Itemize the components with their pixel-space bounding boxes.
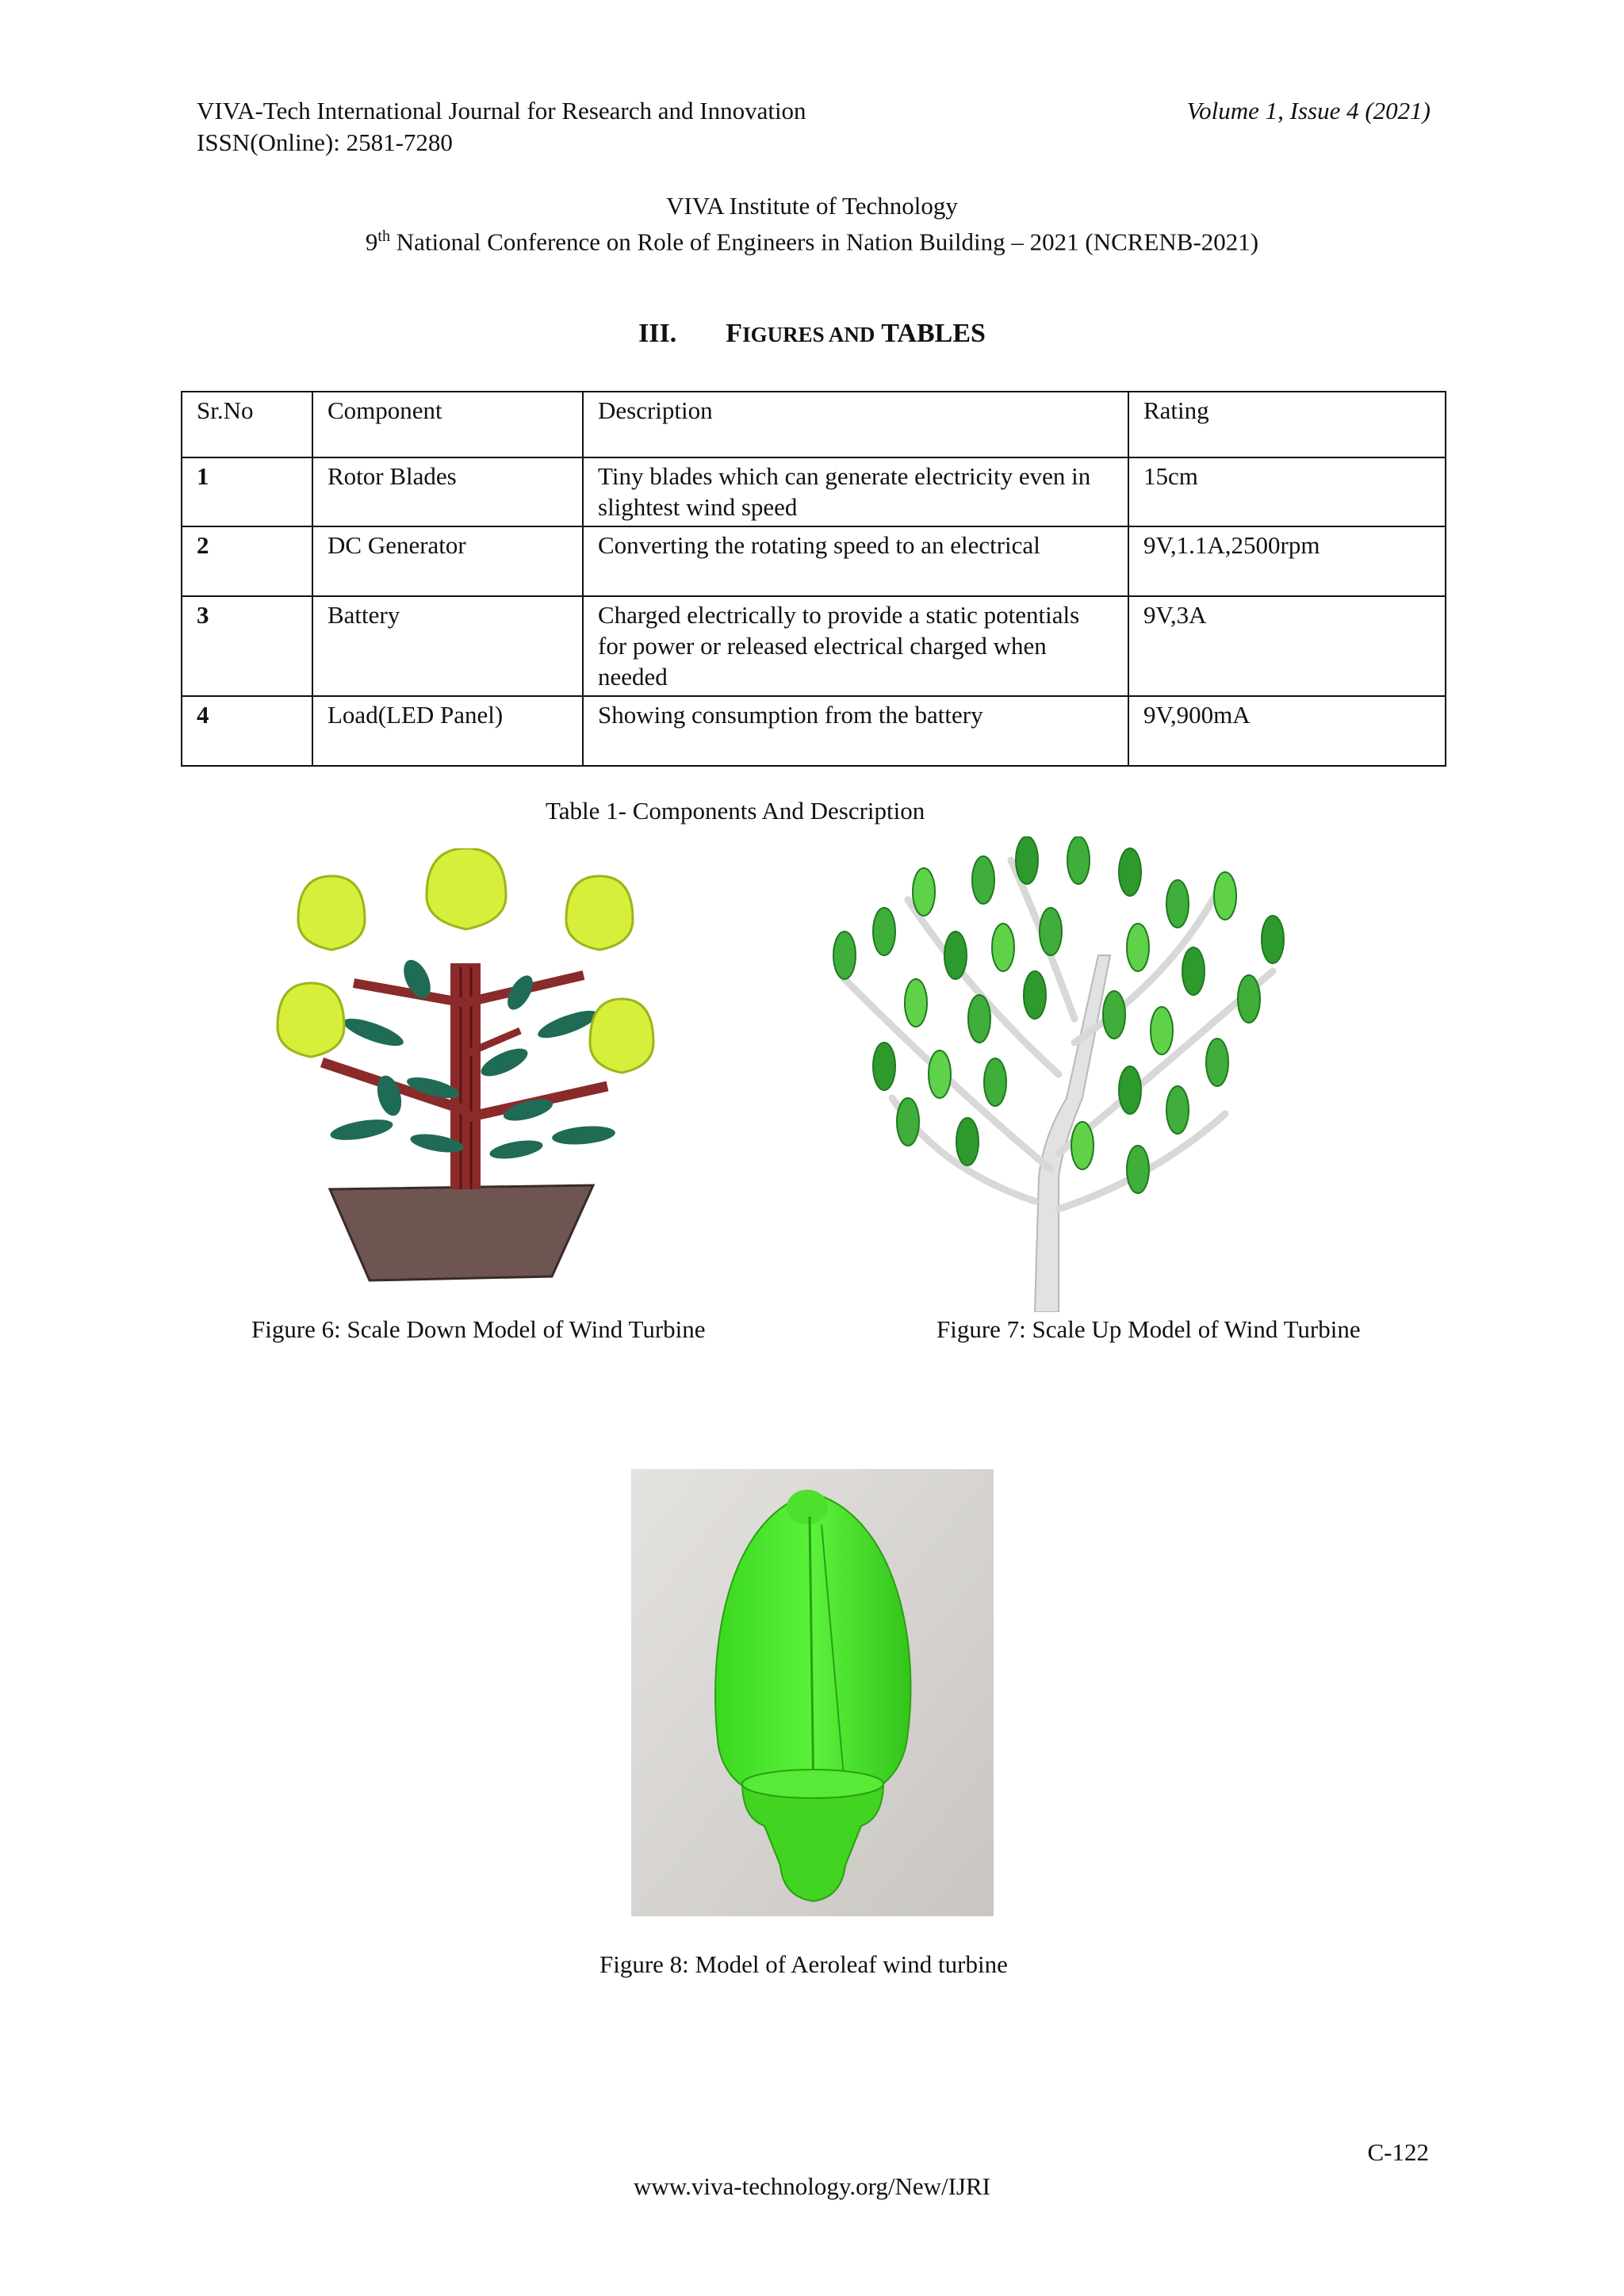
- issn: ISSN(Online): 2581-7280: [197, 128, 453, 156]
- row-number: 3: [182, 596, 312, 696]
- section-heading: [0, 319, 1624, 349]
- volume-issue: Volume 1, Issue 4 (2021): [1186, 97, 1431, 124]
- row-number: 1: [182, 457, 312, 526]
- row-rating: 9V,1.1A,2500rpm: [1128, 526, 1446, 596]
- table-row: [182, 596, 1446, 696]
- row-description: Tiny blades which can generate electricity even in slightest wind speed: [583, 457, 1128, 526]
- header-description: Description: [583, 392, 1128, 457]
- page-number: C-122: [1367, 2138, 1429, 2166]
- journal-title: VIVA-Tech International Journal for Research and Innovation: [197, 97, 806, 124]
- row-number: 4: [182, 696, 312, 766]
- section-number: III.: [638, 319, 677, 348]
- table-row: [182, 457, 1446, 526]
- figure-6-caption: Figure 6: Scale Down Model of Wind Turbine: [251, 1315, 706, 1343]
- institute-name: VIVA Institute of Technology: [666, 192, 958, 220]
- figure-7-image: [797, 836, 1312, 1312]
- row-description: Showing consumption from the battery: [583, 696, 1128, 766]
- row-component: DC Generator: [312, 526, 583, 596]
- header-component: Component: [312, 392, 583, 457]
- row-rating: 9V,900mA: [1128, 696, 1446, 766]
- conference-name: National Conference on Role of Engineers in Nation Building – 2021 (NCRENB-2021): [389, 228, 1259, 256]
- figure-8-image: [631, 1469, 994, 1916]
- conference-title: [0, 220, 1624, 258]
- conference-ordinal: th: [377, 228, 390, 245]
- header-rating: Rating: [1128, 392, 1446, 457]
- table-header-row: [182, 392, 1446, 457]
- row-rating: 9V,3A: [1128, 596, 1446, 696]
- section-title-initial: F: [726, 319, 743, 348]
- row-description: Converting the rotating speed to an electrical: [583, 526, 1128, 596]
- conference-number: 9: [365, 228, 378, 256]
- figure-6-image: [266, 848, 710, 1284]
- header-srno: Sr.No: [182, 392, 312, 457]
- row-description: Charged electrically to provide a static potentials for power or released electrical charged when needed: [583, 596, 1128, 696]
- table-row: [182, 696, 1446, 766]
- table-caption: Table 1- Components And Description: [546, 797, 925, 825]
- table-row: [182, 526, 1446, 596]
- figure-7-caption: Figure 7: Scale Up Model of Wind Turbine: [936, 1315, 1361, 1343]
- components-table: [181, 391, 1446, 767]
- section-title-smallcaps: IGURES AND: [742, 323, 875, 346]
- row-number: 2: [182, 526, 312, 596]
- section-title-end: TABLES: [881, 319, 986, 348]
- row-component: Rotor Blades: [312, 457, 583, 526]
- row-component: Load(LED Panel): [312, 696, 583, 766]
- row-component: Battery: [312, 596, 583, 696]
- row-rating: 15cm: [1128, 457, 1446, 526]
- figure-8-caption: Figure 8: Model of Aeroleaf wind turbine: [599, 1950, 1008, 1978]
- footer-url: www.viva-technology.org/New/IJRI: [634, 2172, 990, 2200]
